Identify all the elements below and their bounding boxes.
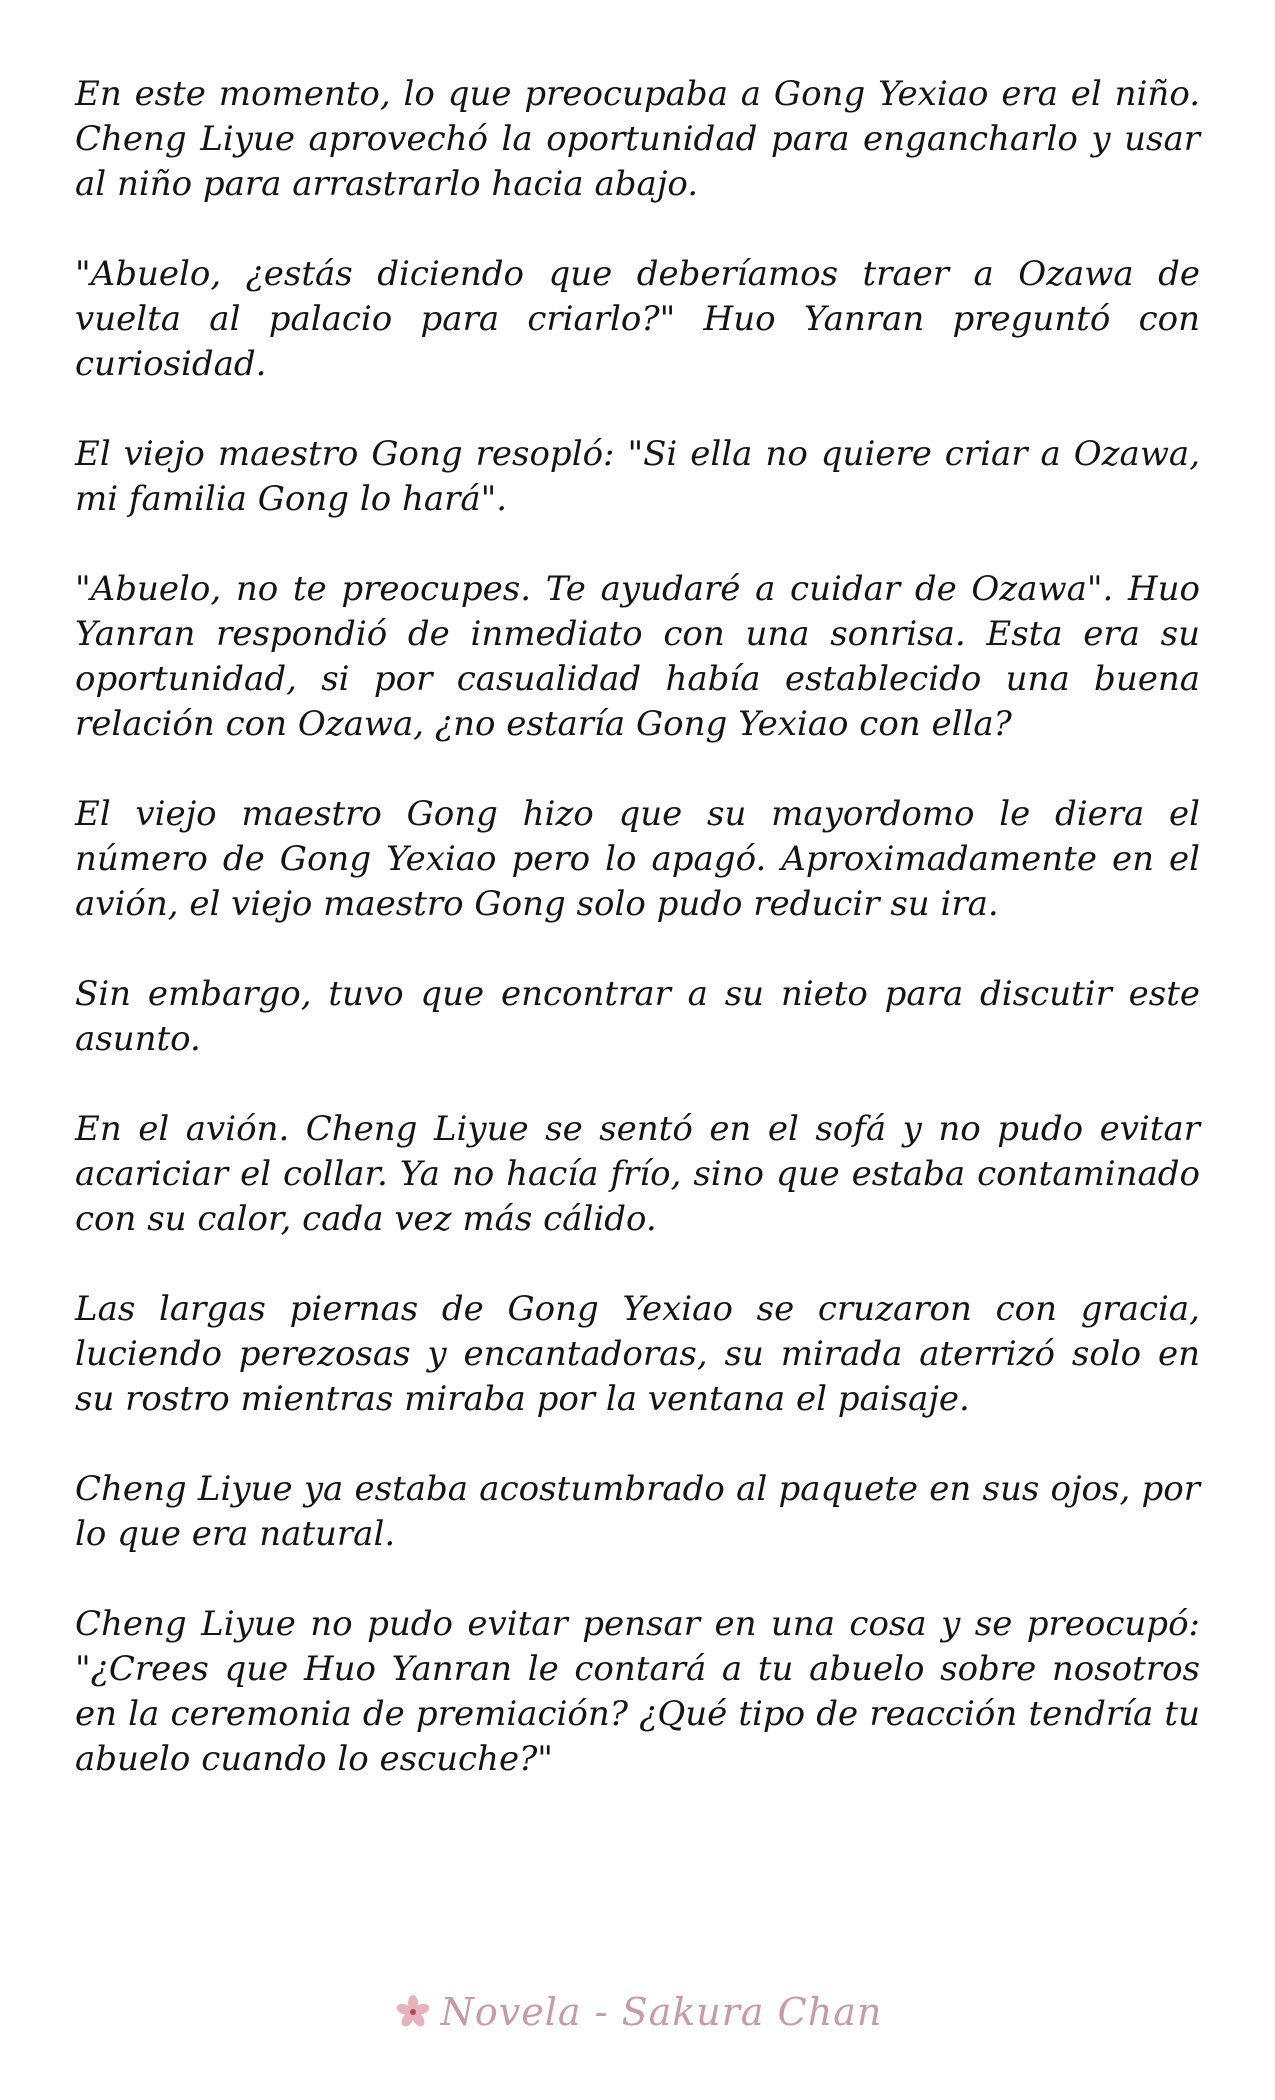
paragraph-2: "Abuelo, ¿estás diciendo que deberíamos traer a Ozawa de vuelta al palacio para criarlo?" Huo Yanran preguntó con curiosidad. <box>75 254 1200 384</box>
watermark <box>0 1982 1275 2042</box>
paragraph-7: En el avión. Cheng Liyue se sentó en el sofá y no pudo evitar acariciar el collar. Ya no hacía frío, sino que estaba contaminado con su calor, cada vez más cálido. <box>75 1109 1200 1239</box>
paragraph-10: Cheng Liyue no pudo evitar pensar en una cosa y se preocupó: "¿Crees que Huo Yanran le contará a tu abuelo sobre nosotros en la ceremonia de premiación? ¿Qué tipo de reacción tendría tu abuelo cuando lo escuche?" <box>75 1604 1200 1779</box>
chapter-text <box>75 72 1200 1827</box>
paragraph-6: Sin embargo, tuvo que encontrar a su nieto para discutir este asunto. <box>75 974 1200 1059</box>
paragraph-1: En este momento, lo que preocupaba a Gong Yexiao era el niño. Cheng Liyue aprovechó la oportunidad para engancharlo y usar al niño para arrastrarlo hacia abajo. <box>75 74 1200 204</box>
paragraph-4: "Abuelo, no te preocupes. Te ayudaré a cuidar de Ozawa". Huo Yanran respondió de inmediato con una sonrisa. Esta era su oportunidad, si por casualidad había establecido una buena relación con Ozawa, ¿no estaría Gong Yexiao con ella? <box>75 569 1200 744</box>
watermark-text: Novela - Sakura Chan <box>440 1990 883 2034</box>
sakura-flower-icon <box>393 1992 433 2032</box>
paragraph-3: El viejo maestro Gong resopló: "Si ella no quiere criar a Ozawa, mi familia Gong lo hará". <box>75 434 1200 519</box>
paragraph-8: Las largas piernas de Gong Yexiao se cruzaron con gracia, luciendo perezosas y encantadoras, su mirada aterrizó solo en su rostro mientras miraba por la ventana el paisaje. <box>75 1289 1200 1419</box>
paragraph-9: Cheng Liyue ya estaba acostumbrado al paquete en sus ojos, por lo que era natural. <box>75 1469 1200 1554</box>
paragraph-5: El viejo maestro Gong hizo que su mayordomo le diera el número de Gong Yexiao pero lo apagó. Aproximadamente en el avión, el viejo maestro Gong solo pudo reducir su ira. <box>75 794 1200 924</box>
